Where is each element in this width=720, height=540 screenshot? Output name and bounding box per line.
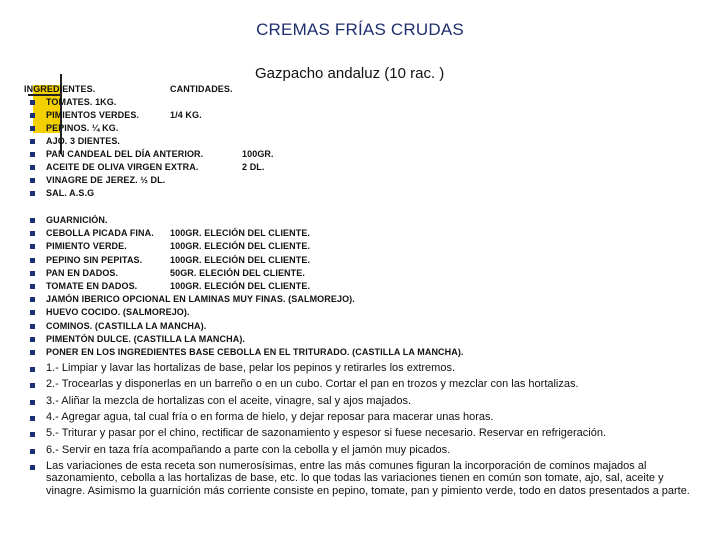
bullet-icon [30,244,35,249]
bullet-icon [30,367,35,372]
ingredient-item-quantity: 100GR. [242,149,274,159]
bullet-icon [30,416,35,421]
step-item-text: 6.- Servir en taza fría acompañando a parte con la cebolla y el jamón muy picados. [46,443,451,456]
garnish-item-text: JAMÓN IBERICO OPCIONAL EN LAMINAS MUY FINAS. (SALMOREJO). [46,294,355,305]
garnish-item-quantity: 100GR. ELECIÓN DEL CLIENTE. [170,254,311,265]
bullet-icon [30,383,35,388]
bullet-icon [30,297,35,302]
bullet-icon [30,284,35,289]
bullet-icon [30,350,35,355]
bullet-icon [30,113,35,118]
step-item-text: 5.- Triturar y pasar por el chino, rectificar de sazonamiento y espesor si fuese necesario. Reservar en refrigeración. [46,427,607,440]
recipe-note: Las variaciones de esta receta son numerosísimas, entre las más comunes figuran la incorporación de cominos majados al sazonamiento, cebolla a las hortalizas de base, etc. lo que todas las variaciones tienen en común son tomate, ajo, sal, aceite y vinagre. Asimismo la guarnición más corriente consiste en pepino, tomate, pan y pimiento verde, todo en datos presentados a parte. [46,459,690,497]
step-item-text: 1.- Limpiar y lavar las hortalizas de base, pelar los pepinos y retirarles los extremos. [46,362,456,374]
garnish-item-text: CEBOLLA PICADA FINA. [46,228,154,239]
garnish-item-text: GUARNICIÓN. [46,215,108,225]
bullet-icon [30,324,35,329]
ingredient-item-text: PIMIENTOS VERDES. [46,110,140,120]
garnish-item-text: PEPINO SIN PEPITAS. [46,254,143,265]
garnish-item-text: TOMATE EN DADOS. [46,281,138,291]
bullet-icon [30,271,35,276]
bullet-icon [30,231,35,236]
bullet-icon [30,218,35,223]
bullet-icon [30,337,35,342]
ingredients-header [24,83,233,95]
bullet-icon [30,465,35,470]
step-item-text: 2.- Trocearlas y disponerlas en un barreño o en un cubo. Cortar el pan en trozos y mezclar con las hortalizas. [46,378,579,391]
garnish-item-text: PIMIENTO VERDE. [46,241,127,252]
bullet-icon [30,432,35,437]
garnish-item-text: COMINOS. (CASTILLA LA MANCHA). [46,320,207,331]
recipe-subtitle: Gazpacho andaluz (10 rac. ) [255,65,445,82]
ingredient-item-quantity: 2 DL. [242,162,265,172]
bullet-icon [30,449,35,454]
ingredient-item-text: ACEITE DE OLIVA VIRGEN EXTRA. [46,162,199,172]
garnish-item-quantity: 100GR. ELECIÓN DEL CLIENTE. [170,241,311,252]
garnish-item-text: PAN EN DADOS. [46,267,119,278]
bullet-icon [30,400,35,405]
ingredients-heading: INGREDIENTES. [24,84,96,94]
step-item-text: 4.- Agregar agua, tal cual fría o en forma de hielo, y dejar reposar para macerar unas horas. [46,410,494,423]
garnish-item-quantity: 50GR. ELECIÓN DEL CLIENTE. [170,267,305,278]
ingredient-item-text: PEPINOS. ¼ KG. [46,123,119,133]
bullet-icon [30,258,35,263]
bullet-icon [30,139,35,144]
ingredient-item-text: SAL. A.S.G [46,188,95,198]
step-item-text: 3.- Aliñar la mezcla de hortalizas con el aceite, vinagre, sal y ajos majados. [46,394,412,407]
bullet-icon [30,126,35,131]
bullet-icon [30,165,35,170]
quantities-heading: CANTIDADES. [170,84,233,94]
ingredient-item-text: VINAGRE DE JEREZ. ½ DL. [46,175,166,185]
ingredient-item-text: TOMATES. 1KG. [46,97,117,107]
bullet-icon [30,178,35,183]
garnish-item-quantity: 100GR. ELECIÓN DEL CLIENTE. [170,281,311,291]
bullet-icon [30,152,35,157]
bullet-icon [30,191,35,196]
garnish-item-text: HUEVO COCIDO. (SALMOREJO). [46,307,190,318]
garnish-item-text: PONER EN LOS INGREDIENTES BASE CEBOLLA EN EL TRITURADO. (CASTILLA LA MANCHA). [46,347,464,357]
bullet-icon [30,310,35,315]
ingredient-item-quantity: 1/4 KG. [170,110,202,120]
garnish-item-text: PIMENTÓN DULCE. (CASTILLA LA MANCHA). [46,333,246,344]
ingredient-item-text: PAN CANDEAL DEL DÍA ANTERIOR. [46,149,204,159]
bullet-icon [30,100,35,105]
garnish-item-quantity: 100GR. ELECIÓN DEL CLIENTE. [170,228,311,239]
page-title: CREMAS FRÍAS CRUDAS [256,20,464,39]
ingredient-item-text: AJO. 3 DIENTES. [46,136,121,146]
